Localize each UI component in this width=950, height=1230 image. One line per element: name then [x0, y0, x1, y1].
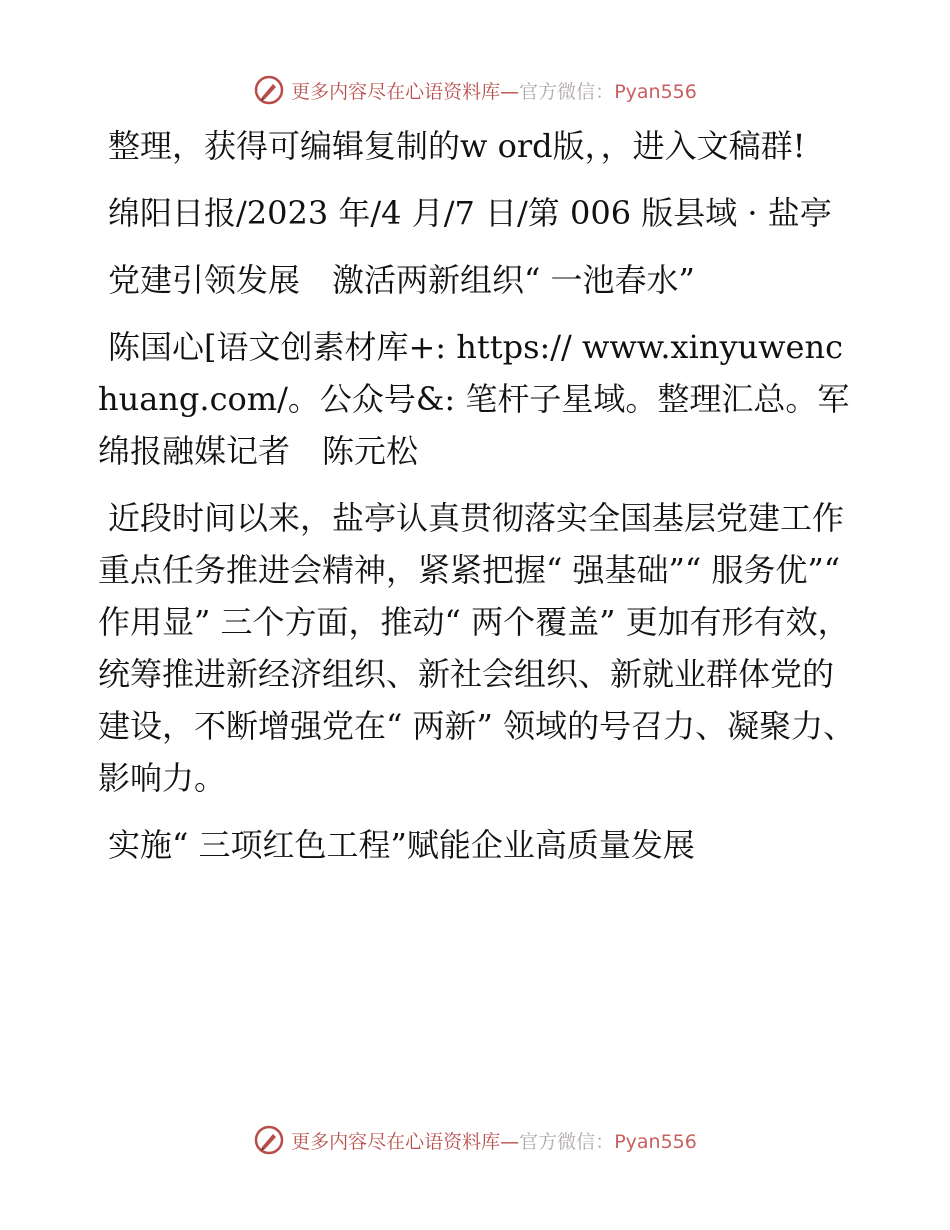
banner-sub-text: 官方微信：: [519, 1130, 615, 1153]
paragraph-body: 近段时间以来，盐亭认真贯彻落实全国基层党建工作重点任务推进会精神，紧紧把握“ 强基础”“ 服务优”“ 作用显” 三个方面，推动“ 两个覆盖” 更加有形有效，统筹推进新经济组织、新社会组织、新就业群体党的建设，不断增强党在“ 两新” 领域的号召力、凝聚力、影响力。: [98, 499, 856, 797]
banner-separator: —: [500, 80, 520, 103]
paragraph-intro-note: 整理，获得可编辑复制的w ord版，，进入文稿群!: [108, 127, 806, 165]
header-banner: [0, 70, 950, 110]
banner-text: [291, 77, 697, 104]
pen-logo-icon: [253, 1124, 285, 1156]
banner-main-text: 更多内容尽在心语资料库: [291, 1130, 501, 1153]
document-body: [98, 120, 882, 886]
banner-main-text: 更多内容尽在心语资料库: [291, 80, 501, 103]
banner-account: Pyan556: [614, 1130, 697, 1153]
article-title: 党建引领发展 激活两新组织“ 一池春水”: [108, 261, 695, 299]
paragraph-byline: 陈国心[语文创素材库+: https:// www.xinyuwenchuang.com/。公众号&: 笔杆子星域。整理汇总。军 绵报融媒记者 陈元松: [98, 328, 882, 470]
pen-logo-icon: [253, 74, 285, 106]
paragraph-source-line: 绵阳日报/2023 年/4 月/7 日/第 006 版县域 · 盐亭: [108, 194, 832, 232]
banner-separator: —: [500, 1130, 520, 1153]
banner-text: [291, 1127, 697, 1154]
section-heading: 实施“ 三项红色工程”赋能企业高质量发展: [108, 826, 695, 864]
banner-account: Pyan556: [614, 80, 697, 103]
banner-sub-text: 官方微信：: [519, 80, 615, 103]
footer-banner: [0, 1120, 950, 1160]
